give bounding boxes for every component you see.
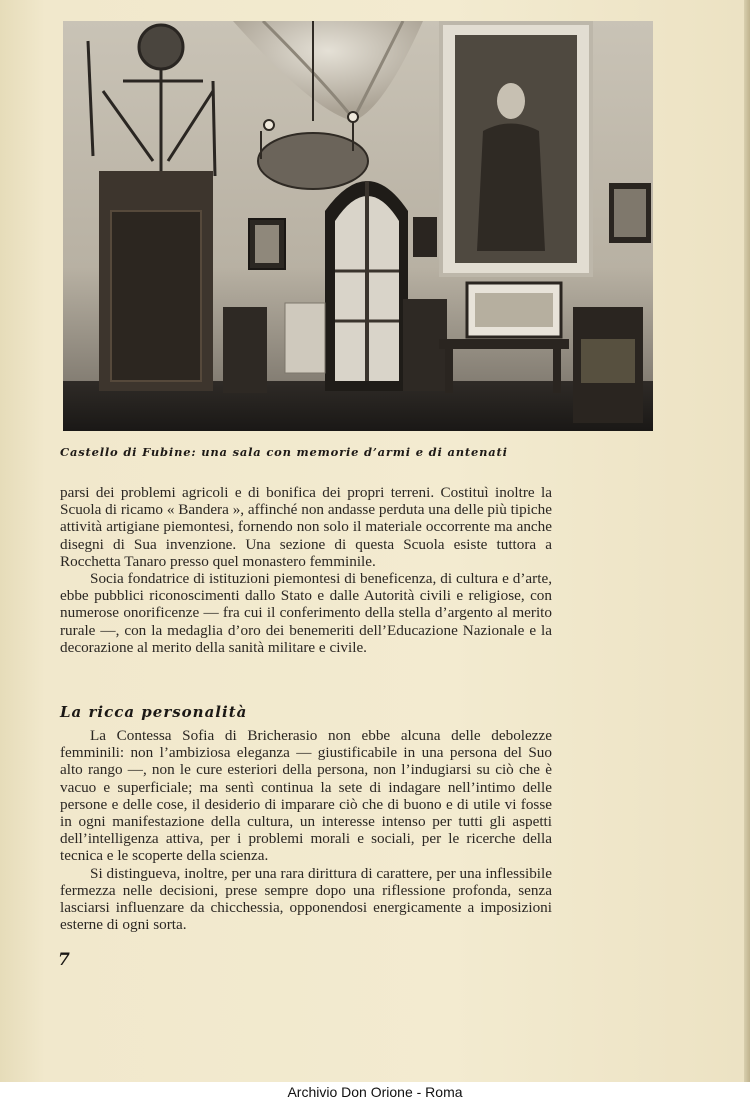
text-block-first: [60, 484, 552, 656]
paragraph: Socia fondatrice di istituzioni piemontesi di beneficenza, di cultura e d’arte, ebbe pubblici riconoscimenti dallo Stato e dalle Autorità civili e religiose, con numerose onorificenze — fra cui il conferimento della stella d’argento al merito rurale —, con la medaglia d’oro dei benemeriti dell’Educazione Nazionale e la decorazione al merito della sanità militare e civile.: [60, 570, 552, 656]
page-number: 7: [58, 950, 70, 970]
archive-footer: Archivio Don Orione - Roma: [287, 1084, 463, 1100]
text-block-second: [60, 727, 552, 933]
photo-caption: Castello di Fubine: una sala con memorie d’armi e di antenati: [60, 445, 508, 459]
paragraph: parsi dei problemi agricoli e di bonifica dei propri terreni. Costituì inoltre la Scuola di ricamo « Bandera », affinché non andasse perduta una delle più tipiche attività artigiane piemontesi, fornendo non solo il materiale occorrente ma anche disegni di Sua invenzione. Una sezione di questa Scuola esiste tuttora a Rocchetta Tanaro presso quel monastero femminile.: [60, 484, 552, 570]
section-heading: La ricca personalità: [60, 703, 248, 721]
photo-illustration: [63, 21, 653, 431]
interior-photograph: [63, 21, 653, 431]
chair-left: [223, 307, 267, 393]
page-edge: [744, 0, 750, 1082]
paragraph: La Contessa Sofia di Bricherasio non ebbe alcuna delle debolezze femminili: non l’ambiziosa eleganza — giustificabile in una persona del Suo alto rango —, non le cure esteriori della persona, non l’indugiarsi su ciò che è vacuo e superficiale; ma sentì continua la sete di indagare nell’intimo delle persone e delle cose, il desiderio di imparare ciò che di buono e di utile vi fosse in ogni manifestazione della cultura, un interesse intenso per tutti gli aspetti dell’intelligenza attiva, per i problemi morali e sociali, per le ricerche della tecnica e le scoperte della scienza.: [60, 727, 552, 865]
paragraph: Si distingueva, inoltre, per una rara dirittura di carattere, per una inflessibile fermezza nelle decisioni, prese sempre dopo una riflessione profonda, senza lasciarsi influenzare da chicchessia, opponendosi energicamente a imposizioni esterne di ogni sorta.: [60, 864, 552, 934]
